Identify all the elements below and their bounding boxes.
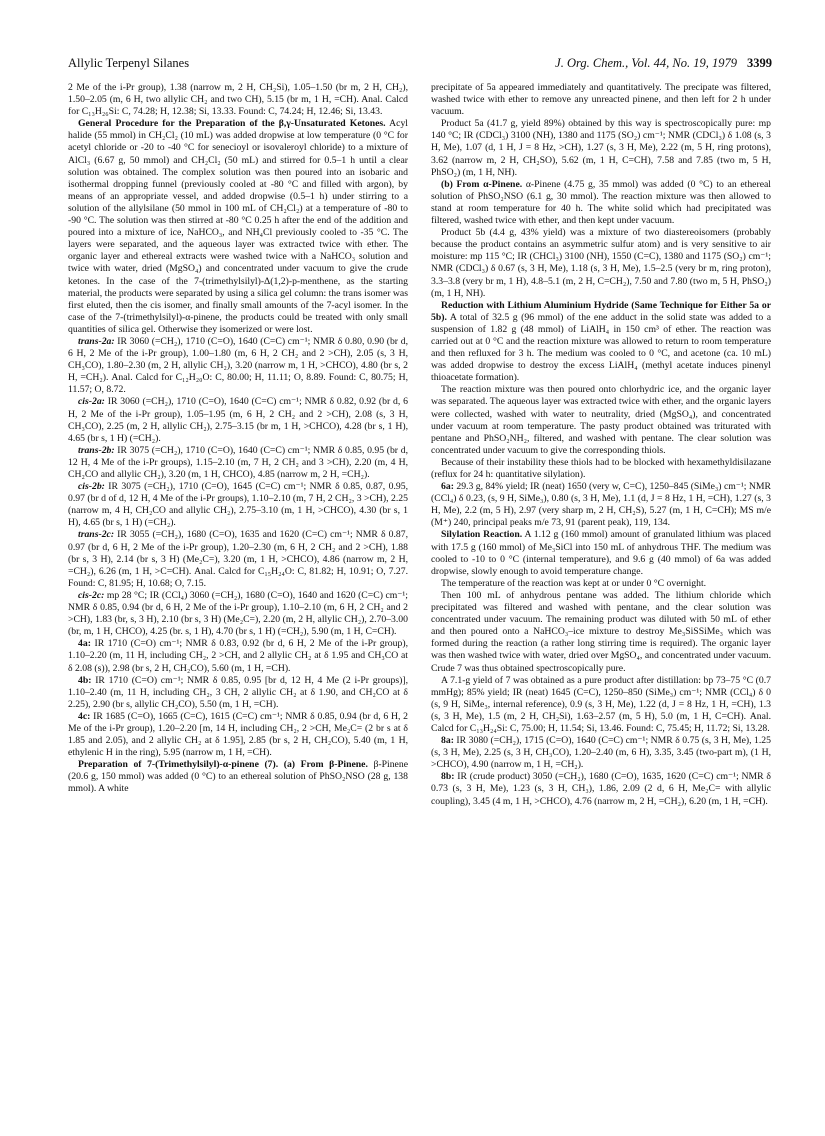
right-column	[431, 82, 771, 808]
paragraph	[431, 578, 771, 590]
paragraph	[431, 529, 771, 577]
paragraph	[68, 711, 408, 759]
paragraph-text: IR 1685 (C=O), 1665 (C=C), 1615 (C=C) cm⁻¹; NMR δ 0.85, 0.94 (br d, 6 H, 2 Me of the i-Pr group), 1.20–2.20 [m, 14 H, including CH₂, 2 >CH, Me₂C= (2 br s at δ 1.85 and 2.05), and 2 allylic CH₂ at δ 1.95], 2.85 (br s, 2 H, CH₂CO), 5.40 (m, 1 H, ethylenic H in the ring), 5.95 (narrow m, 1 H, =CH).	[68, 710, 408, 759]
compound-label: trans-2b:	[78, 444, 115, 456]
paragraph-text: Product 5a (41.7 g, yield 89%) obtained by this way is spectroscopically pure: mp 140 °C; IR (CDCl₃) 3100 (NH), 1380 and 1175 (SO₂) cm⁻¹; NMR (CDCl₃) δ 1.08 (s, 3 H, Me), 1.07 (d, 1 H, J = 8 Hz, >CH), 1.27 (s, 3 H, Me), 2.22 (m, 5 H, ring protons), 3.62 (narrow m, 2 H, CH₂SO), 5.62 (m, 1 H, C=CH), 7.58 and 7.85 (two m, 5 H, PhSO₂) (m, 1 H, NH).	[431, 118, 771, 178]
paragraph-text: α-Pinene (4.75 g, 35 mmol) was added (0 °C) to an ethereal solution of PhSO₂NSO (6.1 g, 30 mmol). The reaction mixture was then allowed to stand at room temperature for 40 h. The white solid which had precipitated was filtered, washed twice with ether, and then kept under vacuum.	[431, 178, 771, 227]
compound-label: cis-2b:	[78, 481, 105, 493]
paragraph-text: IR (crude product) 3050 (=CH₂), 1680 (C=O), 1635, 1620 (C=C) cm⁻¹; NMR δ 0.73 (s, 3 H, Me), 1.23 (s, 3 H, CH₃), 1.86, 2.09 (2 d, 6 H, Me₂C= with allylic coupling), 3.45 (4 m, 1 H, >CHCO), 4.76 (narrow m, 2 H, =CH₂), 6.20 (m, 1 H, =CH).	[431, 771, 771, 807]
paragraph-text: The temperature of the reaction was kept at or under 0 °C overnight.	[441, 577, 707, 589]
paragraph	[431, 771, 771, 807]
running-title: Allylic Terpenyl Silanes	[68, 56, 190, 70]
paragraph	[431, 457, 771, 481]
section-heading: (b) From α-Pinene.	[441, 178, 523, 190]
paragraph	[431, 590, 771, 675]
paragraph-text: The reaction mixture was then poured onto chlorhydric ice, and the organic layer was separated. The aqueous layer was extracted twice with ether, and the organic layers were collected, washed with water to neutrality, dried (MgSO₄), and concentrated under vacuum at room temperature. The pasty product obtained was triturated with pentane and PhSO₂NH₂, filtered, and washed with pentane. The clear solution was concentrated under vacuum to give the corresponding thiols.	[431, 384, 771, 456]
paragraph	[68, 118, 408, 336]
paragraph	[68, 529, 408, 589]
paragraph-text: Because of their instability these thiols had to be blocked with hexamethyldisilazane (reflux for 24 h: quantitative silylation).	[431, 456, 771, 480]
compound-label: cis-2c:	[78, 589, 105, 601]
compound-label: 8b:	[441, 771, 455, 783]
paragraph	[431, 384, 771, 457]
paragraph	[68, 638, 408, 674]
journal-citation	[555, 56, 772, 71]
compound-label: 4a:	[78, 638, 91, 650]
paragraph	[431, 675, 771, 735]
compound-label: trans-2c:	[78, 529, 115, 541]
paragraph-text: β-Pinene (20.6 g, 150 mmol) was added (0 °C) to an ethereal solution of PhSO₂NSO (28 g, 138 mmol). A white	[68, 759, 408, 795]
paragraph-text: Product 5b (4.4 g, 43% yield) was a mixture of two diastereoisomers (probably because the product contains an asymmetric sulfur atom) and is very sensitive to air moisture: mp 115 °C; IR (CHCl₃) 3100 (NH), 1550 (C=C), 1380 and 1175 (SO₂) cm⁻¹; NMR (CDCl₃) δ 0.67 (s, 3 H, Me), 1.18 (s, 3 H, Me), 1.5–2.5 (very br m, ring proton), 3.3–3.8 (very br m, 1 H), 4.8–5.1 (m, 2 H, C=CH₂), 7.50 and 7.80 (two m, 5 H, PhSO₂) (m, 1 H, NH).	[431, 227, 771, 299]
paragraph-text: IR 3075 (=CH₂), 1710 (C=O), 1640 (C=C) cm⁻¹; NMR δ 0.85, 0.95 (br d, 12 H, 4 Me of the i-Pr groups), 1.15–2.10 (m, 7 H, 2 CH₂ and 3 >CH), 2.20 (m, 4 H, CH₂CO and allylic CH₂), 3.20 (m, 1 H, CHCO), 4.85 (narrow m, 2 H, =CH₂).	[68, 444, 408, 480]
paragraph-text: Then 100 mL of anhydrous pentane was added. The lithium chloride which precipitated was filtered and washed with pentane, and the clear solution was concentrated under vacuum. The remaining product was diluted with 50 mL of ether and then poured onto a NaHCO₃–ice mixture to destroy Me₃SiSSiMe₃ which was formed during the reaction (a rather long stirring time is required). The organic layer was then washed twice with water, dried over MgSO₄, and concentrated under vacuum. Crude 7 was thus obtained spectroscopically pure.	[431, 589, 771, 674]
compound-label: 4c:	[78, 710, 91, 722]
journal-reference: J. Org. Chem., Vol. 44, No. 19, 1979	[555, 56, 737, 70]
section-heading: General Procedure for the Preparation of the β,γ-Unsaturated Ketones.	[78, 118, 386, 130]
paragraph	[431, 481, 771, 529]
page-number: 3399	[747, 56, 772, 70]
continued-paragraph	[431, 82, 771, 118]
compound-label: cis-2a:	[78, 396, 105, 408]
paragraph	[68, 445, 408, 481]
compound-label: 6a:	[441, 481, 454, 493]
compound-label: trans-2a:	[78, 335, 115, 347]
paragraph	[431, 300, 771, 385]
page-header	[68, 56, 772, 72]
continued-paragraph	[68, 82, 408, 118]
paragraph-text: IR 3055 (=CH₂), 1680 (C=O), 1635 and 1620 (C=C) cm⁻¹; NMR δ 0.87, 0.97 (br d, 6 H, 2 Me of the i-Pr group), 1.20–2.30 (m, 6 H, 2 CH₂ and 2 >CH), 1.88 (br s, 3 H), 2.14 (br s, 3 H) (Me₂C=), 3.20 (m, 1 H, >CHCO), 4.86 (narrow m, 2 H, =CH₂), 6.26 (m, 1 H, >C=CH). Anal. Calcd for C₁₅H₂₄O: C, 81.82; H, 10.91; O, 7.27. Found: C, 81.95; H, 10.68; O, 7.15.	[68, 529, 408, 589]
left-column	[68, 82, 408, 796]
paragraph-text: IR 3075 (=CH₂), 1710 (C=O), 1645 (C=C) cm⁻¹; NMR δ 0.85, 0.87, 0.95, 0.97 (br d of d, 12 H, 4 Me of the i-Pr groups), 1.10–2.10 (m, 7 H, 2 CH₂, 3 >CH), 2.25 (narrow m, 4 H, CH₂CO and allylic CH₂), 2.75–3.10 (m, 1 H, >CHCO), 4.30 (br s, 1 H), 4.65 (br s, 1 H) (=CH₂).	[68, 481, 408, 529]
paragraph-text: precipitate of 5a appeared immediately and quantitatively. The precipate was filtered, washed twice with ether to remove any unreacted pinene, and then left for 2 h under vacuum.	[431, 82, 771, 118]
paragraph-text: IR 3080 (=CH₂), 1715 (C=O), 1640 (C=C) cm⁻¹; NMR δ 0.75 (s, 3 H, Me), 1.25 (s, 3 H, Me), 2.25 (s, 3 H, CH₃CO), 1.20–2.40 (m, 6 H), 3.35, 3.45 (two-part m), (1 H, >CHCO), 4.90 (narrow m, 1 H, =CH₂).	[431, 735, 771, 771]
paragraph-text: Acyl halide (55 mmol) in CH₂Cl₂ (10 mL) was added dropwise at low temperature (0 °C for acetyl chloride or -20 to -40 °C for senecioyl or isovaleroyl chloride) to a mixture of AlCl₃ (6.67 g, 50 mmol) and CH₂Cl₂ (50 mL) and stirred for 0.5–1 h until a clear solution was obtained. The complex solution was then poured into an isobaric and isothermal dropping funnel (previously cooled at -80 °C and filled with argon), by means of an appropriate vessel, and added dropwise (0.5–1 h) under stirring to a solution of the allylsilane (50 mmol in 100 mL of CH₂Cl₂) at a temperature of -80 to -90 °C. The solution was then stirred at -80 °C 0.25 h after the end of the addition and poured into a mixture of ice, NaHCO₃, and NH₄Cl previously cooled to -35 °C. The layers were separated, and the aqueous layer was extracted twice with ether. The organic layer and ethereal extracts were washed twice with a NaHCO₃ solution and twice with water, dried (MgSO₄) and concentrated under vacuum to give the crude ketones. In the case of the 7-(trimethylsilyl)-Δ(1,2)-p-menthene, as the starting material, the products were separated by using a silica gel column: the trans isomer was first eluted, then the cis isomer, and finally small amounts of the 7-acyl isomer. In the case of the 7-(trimethylsilyl)-α-pinene, the products could be treated with only small quantities of silica gel. Otherwise they isomerized or were lost.	[68, 118, 408, 335]
paragraph-text: IR 3060 (=CH₂), 1710 (C=O), 1640 (C=C) cm⁻¹; NMR δ 0.80, 0.90 (br d, 6 H, 2 Me of the i-Pr group), 1.00–1.80 (m, 6 H, 2 CH₂ and 2 >CH), 2.05 (s, 3 H, CH₃CO), 1.80–2.30 (m, 2 H, allylic CH₂), 3.20 (narrow m, 1 H, >CHCO), 4.80 (br s, 2 H, =CH₂). Anal. Calcd for C₁₂H₂₀O: C, 80.00; H, 11.11; O, 8.89. Found: C, 80.75; H, 11.57; O, 8.72.	[68, 335, 408, 396]
paragraph	[431, 179, 771, 227]
paragraph-text: mp 28 °C; IR (CCl₄) 3060 (=CH₂), 1680 (C=O), 1640 and 1620 (C=C) cm⁻¹; NMR δ 0.85, 0.94 (br d, 6 H, 2 Me of the i-Pr group), 1.10–2.10 (m, 6 H, 2 CH₂ and 2 >CH), 1.83 (br, s, 3 H), 2.10 (br s, 3 H) (Me₂C=), 2.20 (m, 2 H, allylic CH₂), 2.70–3.00 (br, m, 1 H, CHCO), 4.25 (br. s, 1 H), 4.70 (br s, 1 H) (=CH₂), 5.90 (m, 1 H, C=CH).	[68, 589, 408, 638]
compound-label: 4b:	[78, 674, 92, 686]
paragraph-text: 2 Me of the i-Pr group), 1.38 (narrow m, 2 H, CH₂Si), 1.05–1.50 (br m, 2 H, CH₂), 1.50–2.05 (m, 6 H, two allylic CH₂ and two CH), 5.15 (br m, 1 H, =CH). Anal. Calcd for C₁₃H₂₆Si: C, 74.28; H, 12.38; Si, 13.33. Found: C, 74.24; H, 12.46; Si, 13.43.	[68, 82, 408, 118]
paragraph	[431, 735, 771, 771]
paragraph	[68, 481, 408, 529]
paragraph	[68, 336, 408, 396]
section-heading: Preparation of 7-(Trimethylsilyl)-α-pinene (7). (a) From β-Pinene.	[78, 759, 368, 771]
paragraph	[431, 118, 771, 178]
paragraph-text: IR 1710 (C=O) cm⁻¹; NMR δ 0.85, 0.95 [br d, 12 H, 4 Me (2 i-Pr groups)], 1.10–2.40 (m, 11 H, including CH₂, 3 CH, 2 allylic CH₂ at δ 1.90, and CH₂CO at δ 2.25), 2.90 (br s, allylic CH₂CO), 5.50 (m, 1 H, =CH).	[68, 674, 408, 710]
paragraph	[68, 675, 408, 711]
paragraph	[68, 396, 408, 444]
paragraph-text: IR 1710 (C=O) cm⁻¹; NMR δ 0.83, 0.92 (br d, 6 H, 2 Me of the i-Pr group), 1.10–2.20 (m, 11 H, including CH₂, 2 >CH, and 2 allylic CH₂ at δ 1.95 and CH₃CO at δ 2.08 (s)), 2.98 (br s, 2 H, CH₂CO), 5.60 (m, 1 H, =CH).	[68, 638, 408, 674]
paragraph-text: IR 3060 (=CH₂), 1710 (C=O), 1640 (C=C) cm⁻¹; NMR δ 0.82, 0.92 (br d, 6 H, 2 Me of the i-Pr group), 1.05–1.95 (m, 6 H, 2 CH₂ and 2 >CH), 2.08 (s, 3 H, CH₃CO), 2.25 (m, 2 H, allylic CH₂), 2.75–3.15 (br m, 1 H, >CHCO), 4.28 (br s, 1 H), 4.65 (br s, 1 H) (=CH₂).	[68, 396, 408, 444]
compound-label: 8a:	[441, 735, 454, 747]
paragraph	[431, 227, 771, 300]
paragraph	[68, 590, 408, 638]
paragraph-text: 29.3 g, 84% yield; IR (neat) 1650 (very w, C=C), 1250–845 (SiMe₃) cm⁻¹; NMR (CCl₄) δ 0.23, (s, 9 H, SiMe₃), 0.80 (s, 3 H, Me), 1.1 (d, J = 8 Hz, 1 H, =CH), 1.27 (s, 3 H, Me), 2.2 (m, 5 H), 2.97 (very sharp m, 2 H, CH₂S), 5.27 (m, 1 H, C=CH); MS m/e (M⁺) 240, principal peaks m/e 73, 91 (parent peak), 119, 134.	[431, 481, 771, 529]
section-heading: Silylation Reaction.	[441, 529, 523, 541]
paragraph	[68, 759, 408, 795]
paragraph-text: A total of 32.5 g (96 mmol) of the ene adduct in the solid state was added to a suspension of 1.82 g (48 mmol) of LiAlH₄ in 150 cm³ of ether. The reaction was carried out at 0 °C and the reaction mixture was allowed to return to room temperature and then refluxed for 3 h. The medium was cooled to 0 °C, and acetone (ca. 10 mL) was added dropwise to destroy the excess LiAlH₄ (methyl acetate induces pinenyl thioacetate formation).	[431, 311, 771, 384]
section-heading: Reduction with Lithium Aluminium Hydride (Same Technique for Either 5a or 5b).	[431, 299, 771, 323]
paragraph-text: A 1.12 g (160 mmol) amount of granulated lithium was placed with 17.5 g (160 mmol) of Me₃SiCl into 150 mL of anhydrous THF. The medium was cooled to -10 to 0 °C (internal temperature), and 9.6 g (40 mmol) of 6a was added dropwise, slowly enough to avoid temperature change.	[431, 529, 772, 577]
paragraph-text: A 7.1-g yield of 7 was obtained as a pure product after distillation: bp 73–75 °C (0.7 mmHg); 85% yield; IR (neat) 1645 (C=C), 1250–850 (SiMe₃) cm⁻¹; NMR (CCl₄) δ 0 (s, 9 H, SiMe₃, internal reference), 0.9 (s, 3 H, Me), 1.22 (d, J = 8 Hz, 1 H, =CH), 1.3 (s, 3 H, Me), 1.5 (m, 2 H, CH₂Si), 1.63–2.57 (m, 5 H), 5.0 (m, 1 H, C=CH). Anal. Calcd for C₁₃H₂₄Si: C, 75.00; H, 11.54; Si, 13.46. Found: C, 75.45; H, 11.72; Si, 13.28.	[431, 674, 771, 734]
